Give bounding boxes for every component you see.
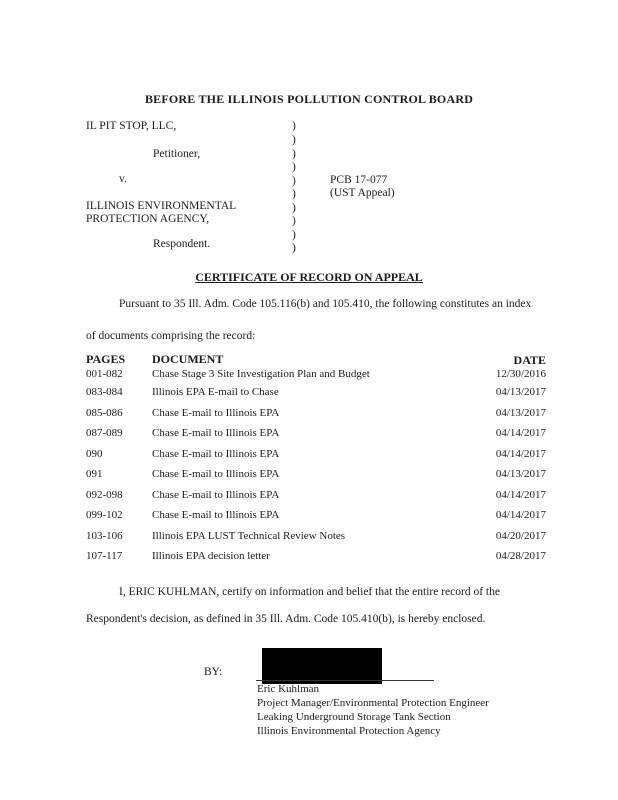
table-row bbox=[86, 468, 546, 489]
caption-paren: ) bbox=[292, 120, 296, 132]
row-document: Illinois EPA E-mail to Chase bbox=[152, 386, 279, 398]
row-date: 12/30/2016 bbox=[495, 368, 546, 380]
row-pages: 087-089 bbox=[86, 427, 123, 439]
caption-paren: ) bbox=[292, 134, 296, 146]
row-document: Chase E-mail to Illinois EPA bbox=[152, 447, 280, 460]
header-date: DATE bbox=[513, 353, 546, 367]
caption-paren: ) bbox=[292, 242, 296, 254]
table-row bbox=[86, 550, 546, 571]
signature-line bbox=[256, 680, 434, 681]
row-date: 04/13/2017 bbox=[495, 468, 546, 480]
row-date: 04/20/2017 bbox=[495, 529, 546, 542]
board-title: BEFORE THE ILLINOIS POLLUTION CONTROL BOARD bbox=[144, 92, 474, 106]
respondent-name-line2: PROTECTION AGENCY, bbox=[86, 213, 210, 225]
signer-name: Eric Kuhlman bbox=[257, 683, 320, 695]
row-pages: 090 bbox=[86, 447, 103, 460]
row-document: Chase E-mail to Illinois EPA bbox=[152, 406, 280, 419]
row-date: 04/28/2017 bbox=[495, 550, 546, 562]
row-document: Chase E-mail to Illinois EPA bbox=[152, 488, 280, 501]
certificate-title: CERTIFICATE OF RECORD ON APPEAL bbox=[195, 270, 423, 284]
intro-line-1: Pursuant to 35 Ill. Adm. Code 105.116(b) and 105.410, the following constitutes an index bbox=[119, 298, 532, 310]
row-date: 04/14/2017 bbox=[495, 427, 546, 439]
table-row bbox=[86, 407, 546, 428]
row-date: 04/13/2017 bbox=[495, 406, 546, 419]
row-pages: 092-098 bbox=[86, 488, 123, 501]
intro-line-2: of documents comprising the record: bbox=[86, 330, 256, 342]
respondent-label: Respondent. bbox=[153, 238, 211, 250]
row-date: 04/13/2017 bbox=[495, 386, 546, 398]
caption-paren: ) bbox=[292, 215, 296, 227]
row-pages: 001-082 bbox=[86, 368, 123, 380]
caption-paren: ) bbox=[292, 229, 296, 241]
signer-title: Project Manager/Environmental Protection Engineer bbox=[257, 697, 489, 709]
row-document: Chase E-mail to Illinois EPA bbox=[152, 427, 280, 439]
row-document: Chase E-mail to Illinois EPA bbox=[152, 509, 280, 521]
caption-paren: ) bbox=[292, 175, 296, 187]
table-row bbox=[86, 386, 546, 407]
row-document: Illinois EPA decision letter bbox=[152, 550, 270, 562]
versus-label: v. bbox=[119, 173, 127, 185]
certification-line-1: I, ERIC KUHLMAN, certify on information and belief that the entire record of the bbox=[119, 586, 500, 598]
table-row bbox=[86, 530, 546, 551]
row-pages: 103-106 bbox=[86, 529, 123, 542]
row-date: 04/14/2017 bbox=[495, 509, 546, 521]
table-row bbox=[86, 489, 546, 510]
row-pages: 091 bbox=[86, 468, 103, 480]
table-header bbox=[86, 352, 546, 368]
redacted-signature bbox=[262, 648, 382, 684]
certification-line-2: Respondent's decision, as defined in 35 Ill. Adm. Code 105.410(b), is hereby enclosed. bbox=[86, 613, 486, 625]
table-row bbox=[86, 427, 546, 448]
row-date: 04/14/2017 bbox=[495, 447, 546, 460]
row-pages: 107-117 bbox=[86, 550, 123, 562]
row-document: Chase Stage 3 Site Investigation Plan and Budget bbox=[152, 368, 370, 380]
caption-paren: ) bbox=[292, 202, 296, 214]
case-type: (UST Appeal) bbox=[330, 187, 395, 199]
header-pages: PAGES bbox=[86, 352, 126, 366]
row-document: Chase E-mail to Illinois EPA bbox=[152, 468, 280, 480]
row-pages: 083-084 bbox=[86, 386, 123, 398]
caption-paren: ) bbox=[292, 188, 296, 200]
row-pages: 085-086 bbox=[86, 406, 123, 419]
row-pages: 099-102 bbox=[86, 509, 123, 521]
caption-paren: ) bbox=[292, 148, 296, 160]
row-date: 04/14/2017 bbox=[495, 488, 546, 501]
header-document: DOCUMENT bbox=[152, 352, 224, 366]
table-row bbox=[86, 448, 546, 469]
petitioner-name: IL PIT STOP, LLC, bbox=[86, 120, 177, 132]
record-index-table bbox=[86, 352, 546, 571]
table-row bbox=[86, 509, 546, 530]
caption-paren: ) bbox=[292, 161, 296, 173]
by-label: BY: bbox=[204, 666, 223, 678]
row-document: Illinois EPA LUST Technical Review Notes bbox=[152, 529, 346, 542]
signer-agency: Illinois Environmental Protection Agency bbox=[257, 725, 441, 737]
signer-section: Leaking Underground Storage Tank Section bbox=[257, 711, 451, 723]
case-number: PCB 17-077 bbox=[330, 174, 388, 186]
petitioner-label: Petitioner, bbox=[153, 148, 201, 160]
table-row bbox=[86, 368, 546, 386]
respondent-name-line1: ILLINOIS ENVIRONMENTAL bbox=[86, 200, 237, 212]
